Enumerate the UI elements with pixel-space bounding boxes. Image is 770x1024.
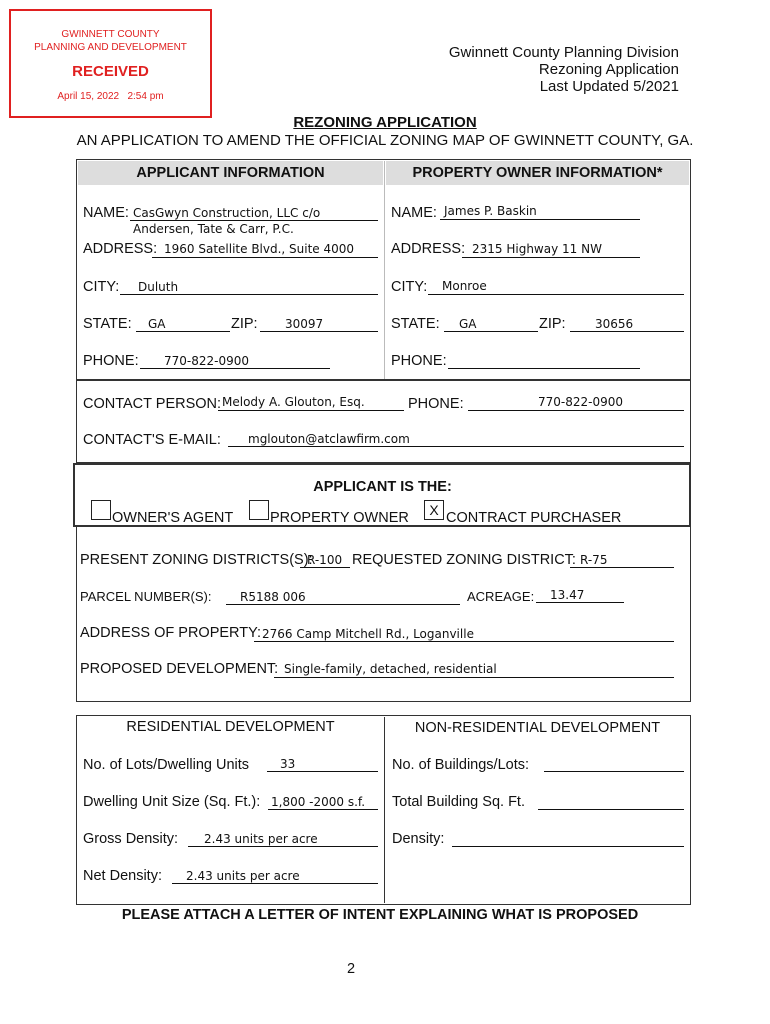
gross-density-value[interactable]: 2.43 units per acre [204, 832, 318, 846]
contract-purchaser-label: CONTRACT PURCHASER [446, 510, 622, 526]
owner-address[interactable]: 2315 Highway 11 NW [472, 242, 602, 256]
contact-person-underline [218, 410, 404, 411]
owners-agent-checkbox[interactable] [91, 500, 111, 520]
contact-section [76, 379, 691, 463]
owner-name-label: NAME: [391, 205, 437, 221]
header-org: Gwinnett County Planning Division [448, 44, 679, 61]
owner-state-underline [444, 331, 538, 332]
applicant-zip[interactable]: 30097 [285, 317, 324, 331]
proposed-development[interactable]: Single-family, detached, residential [284, 662, 497, 676]
net-density-value[interactable]: 2.43 units per acre [186, 869, 300, 883]
letter-of-intent-note: PLEASE ATTACH A LETTER OF INTENT EXPLAINING WHAT IS PROPOSED [121, 907, 639, 923]
applicant-zip-underline [260, 331, 378, 332]
applicant-name-label: NAME: [83, 205, 129, 221]
applicant-name-line1[interactable]: CasGwyn Construction, LLC c/o [133, 206, 321, 220]
page-title: REZONING APPLICATION [293, 114, 477, 131]
owner-address-underline [462, 257, 640, 258]
lots-label: No. of Lots/Dwelling Units [83, 757, 250, 773]
applicant-city-underline [120, 294, 378, 295]
owner-zip-underline [570, 331, 684, 332]
buildings-label: No. of Buildings/Lots: [392, 757, 530, 773]
gross-density-underline [188, 846, 378, 847]
property-owner-label: PROPERTY OWNER [270, 510, 409, 526]
property-address[interactable]: 2766 Camp Mitchell Rd., Loganville [262, 627, 474, 641]
owner-phone-label: PHONE: [391, 353, 447, 369]
contact-email[interactable]: mglouton@atclawfirm.com [248, 432, 410, 446]
applicant-heading: APPLICANT INFORMATION [78, 161, 383, 185]
property-address-label: ADDRESS OF PROPERTY: [80, 625, 262, 641]
unit-size-underline [268, 809, 378, 810]
applicant-is-heading: APPLICANT IS THE: [313, 479, 452, 495]
applicant-zip-label: ZIP: [231, 316, 258, 332]
stamp-line1: GWINNETT COUNTY [61, 29, 160, 40]
property-address-underline [254, 641, 674, 642]
applicant-phone-underline [140, 368, 330, 369]
buildings-underline[interactable] [544, 771, 684, 772]
development-divider [384, 717, 385, 903]
nonresidential-heading: NON-RESIDENTIAL DEVELOPMENT [414, 720, 661, 736]
present-zoning-underline [300, 567, 350, 568]
owner-heading: PROPERTY OWNER INFORMATION* [386, 161, 689, 185]
applicant-state[interactable]: GA [148, 317, 166, 331]
applicant-address[interactable]: 1960 Satellite Blvd., Suite 4000 [164, 242, 355, 256]
density-label: Density: [392, 831, 445, 847]
acreage-label: ACREAGE: [467, 589, 535, 604]
proposed-development-underline [274, 677, 674, 678]
applicant-state-underline [136, 331, 230, 332]
present-zoning[interactable]: R-100 [307, 553, 343, 567]
owner-zip[interactable]: 30656 [595, 317, 634, 331]
header-updated: Last Updated 5/2021 [539, 78, 679, 95]
applicant-phone-label: PHONE: [83, 353, 139, 369]
page-number: 2 [346, 961, 356, 977]
lots-underline [267, 771, 378, 772]
applicant-name-underline [130, 220, 378, 221]
contact-phone-underline [468, 410, 684, 411]
unit-size-label: Dwelling Unit Size (Sq. Ft.): [83, 794, 261, 810]
applicant-city[interactable]: Duluth [138, 280, 179, 294]
parcel-underline [226, 604, 460, 605]
contract-purchaser-checkbox[interactable]: X [424, 500, 444, 520]
contact-person-label: CONTACT PERSON: [83, 396, 222, 412]
owners-agent-label: OWNER'S AGENT [112, 510, 234, 526]
applicant-address-label: ADDRESS: [83, 241, 158, 257]
contact-phone[interactable]: 770-822-0900 [538, 395, 624, 409]
column-divider [384, 161, 385, 379]
acreage[interactable]: 13.47 [550, 588, 585, 602]
stamp-status: RECEIVED [72, 63, 149, 80]
owner-state-label: STATE: [391, 316, 440, 332]
contact-email-label: CONTACT'S E-MAIL: [83, 432, 221, 448]
owner-phone-underline [448, 368, 640, 369]
contact-phone-label: PHONE: [408, 396, 464, 412]
page-subtitle: AN APPLICATION TO AMEND THE OFFICIAL ZONING MAP OF GWINNETT COUNTY, GA. [76, 132, 694, 149]
lots-value[interactable]: 33 [280, 757, 296, 771]
unit-size-value[interactable]: 1,800 -2000 s.f. [271, 795, 366, 809]
owner-zip-label: ZIP: [539, 316, 566, 332]
received-stamp [9, 9, 212, 118]
net-density-label: Net Density: [83, 868, 162, 884]
gross-density-label: Gross Density: [83, 831, 179, 847]
applicant-address-underline [152, 257, 378, 258]
stamp-date: April 15, 2022 2:54 pm [57, 91, 164, 102]
owner-address-label: ADDRESS: [391, 241, 466, 257]
present-zoning-label: PRESENT ZONING DISTRICTS(S): [80, 552, 313, 568]
residential-heading: RESIDENTIAL DEVELOPMENT [126, 719, 335, 735]
applicant-phone[interactable]: 770-822-0900 [164, 354, 250, 368]
density-underline[interactable] [452, 846, 684, 847]
total-sqft-label: Total Building Sq. Ft. [392, 794, 525, 810]
stamp-line2: PLANNING AND DEVELOPMENT [34, 42, 187, 53]
owner-state[interactable]: GA [459, 317, 477, 331]
applicant-name-line2[interactable]: Andersen, Tate & Carr, P.C. [133, 222, 294, 236]
proposed-development-label: PROPOSED DEVELOPMENT: [80, 661, 279, 677]
requested-zoning[interactable]: R-75 [580, 553, 608, 567]
owner-city-label: CITY: [391, 279, 428, 295]
owner-name[interactable]: James P. Baskin [444, 204, 537, 218]
owner-city[interactable]: Monroe [442, 279, 487, 293]
contact-email-underline [228, 446, 684, 447]
contact-person[interactable]: Melody A. Glouton, Esq. [222, 395, 365, 409]
header-doc: Rezoning Application [538, 61, 679, 78]
applicant-state-label: STATE: [83, 316, 132, 332]
requested-zoning-label: REQUESTED ZONING DISTRICT: [352, 552, 576, 568]
owner-city-underline [428, 294, 684, 295]
parcel-number[interactable]: R5188 006 [240, 590, 306, 604]
requested-zoning-underline [570, 567, 674, 568]
total-sqft-underline[interactable] [538, 809, 684, 810]
parcel-label: PARCEL NUMBER(S): [80, 589, 212, 604]
net-density-underline [172, 883, 378, 884]
applicant-city-label: CITY: [83, 279, 120, 295]
property-owner-checkbox[interactable] [249, 500, 269, 520]
owner-name-underline [440, 219, 640, 220]
acreage-underline [536, 602, 624, 603]
